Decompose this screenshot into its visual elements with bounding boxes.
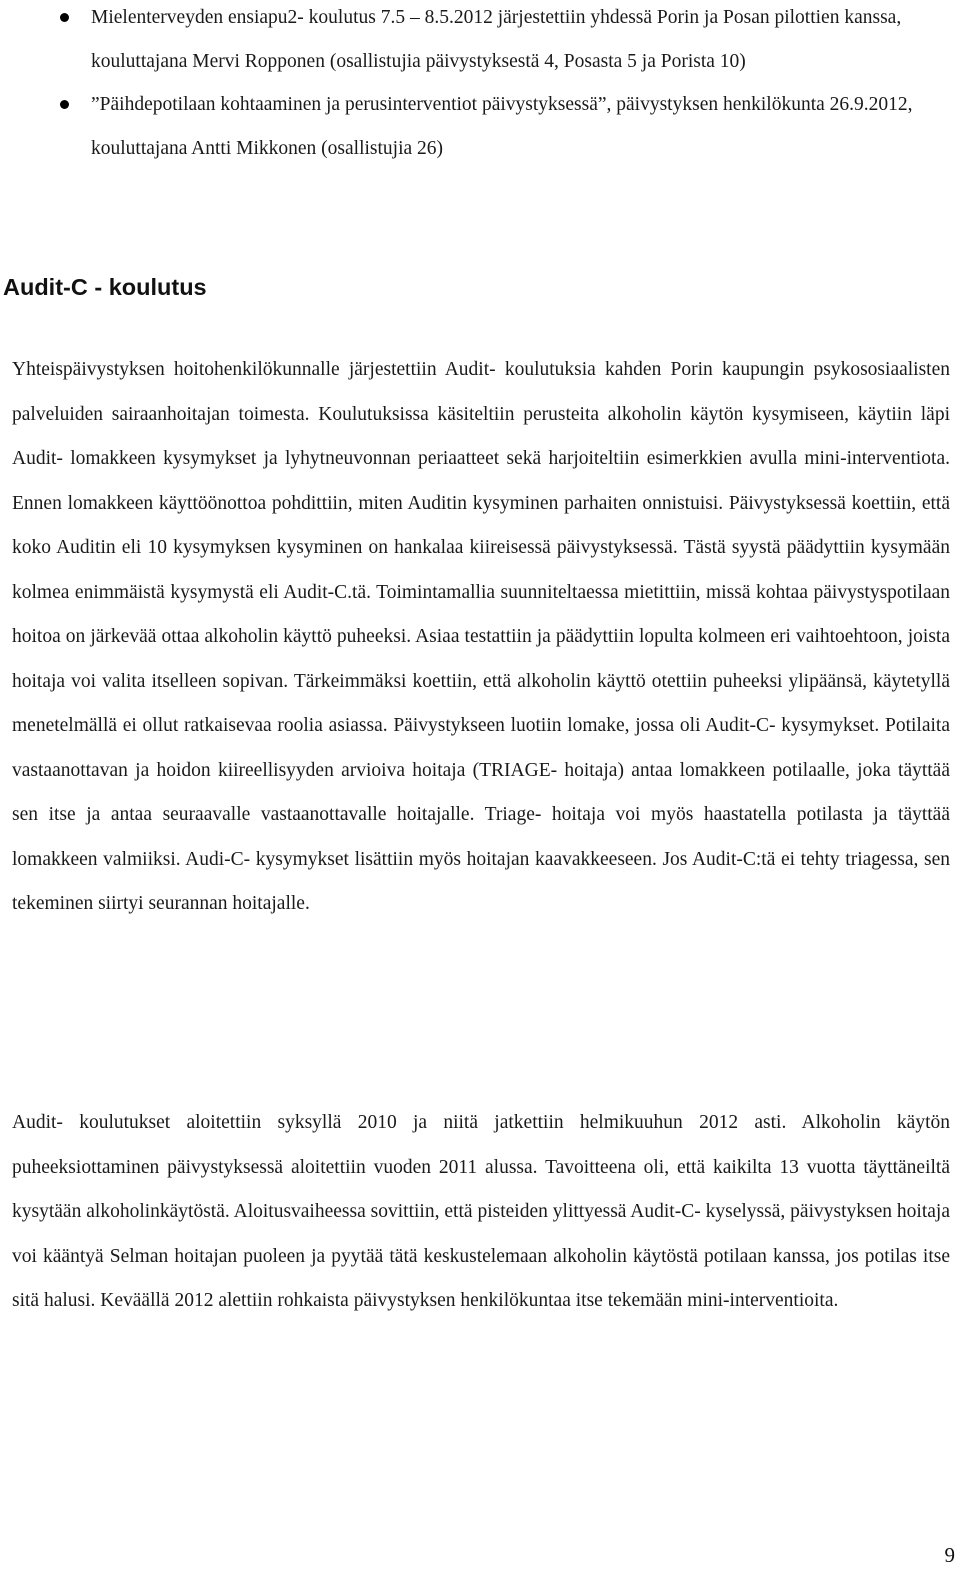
bullet-item-mental-health-first-aid <box>0 0 940 83</box>
page-number: 9 <box>944 1543 955 1567</box>
paragraph-audit-timeline: Audit- koulutukset aloitettiin syksyllä 2010 ja niitä jatkettiin helmikuuhun 2012 asti. Alkoholin käytön puheeksiottaminen päivystyksessä aloitettiin vuoden 2011 alussa. Tavoitteena oli, että kaikilta 13 vuotta täyttäneiltä kysytään alkoholinkäytöstä. Aloitusvaiheessa sovittiin, että pisteiden ylittyessä Audit-C- kyselyssä, päivystyksen hoitaja voi kääntyä Selman hoitajan puoleen ja pyytää tätä keskustelemaan alkoholin käytöstä potilaan kanssa, jos potilas itse sitä halusi. Keväällä 2012 alettiin rohkaista päivystyksen henkilökuntaa itse tekemään mini-interventioita. <box>12 1112 950 1311</box>
section-heading: Audit-C - koulutus <box>3 274 207 300</box>
paragraph-audit-training: Yhteispäivystyksen hoitohenkilökunnalle järjestettiin Audit- koulutuksia kahden Porin kaupungin psykososiaalisten palveluiden sairaanhoitajan toimesta. Koulutuksissa käsiteltiin perusteita alkoholin käytön kysymiseen, käytiin läpi Audit- lomakkeen kysymykset ja lyhytneuvonnan periaatteet sekä harjoiteltiin esimerkkien avulla mini-interventiota. Ennen lomakkeen käyttöönottoa pohdittiin, miten Auditin kysyminen parhaiten onnistuisi. Päivystyksessä koettiin, että koko Auditin eli 10 kysymyksen kysyminen on hankalaa kiireisessä päivystyksessä. Tästä syystä päädyttiin kysymään kolmea enimmäistä kysymystä eli Audit-C.tä. Toimintamallia suunniteltaessa mietittiin, missä kohtaa päivystyspotilaan hoitoa on järkevää ottaa alkoholin käyttö puheeksi. Asiaa testattiin ja päädyttiin lopulta kolmeen eri vaihtoehtoon, joista hoitaja voi valita itselleen sopivan. Tärkeimmäksi koettiin, että alkoholin käyttö otettiin puheeksi ylipäänsä, käytetyllä menetelmällä ei ollut ratkaisevaa roolia asiassa. Päivystykseen luotiin lomake, jossa oli Audit-C- kysymykset. Potilaita vastaanottavan ja hoidon kiireellisyyden arvioiva hoitaja (TRIAGE- hoitaja) antaa lomakkeen potilaalle, joka täyttää sen itse ja antaa seuraavalle vastaanottavalle hoitajalle. Triage- hoitaja voi myös haastatella potilasta ja täyttää lomakkeen valmiiksi. Audi-C- kysymykset lisättiin myös hoitajan kaavakkeeseen. Jos Audit-C:tä ei tehty triagessa, sen tekeminen siirtyi seurannan hoitajalle. <box>12 359 950 914</box>
bullet-text: ”Päihdepotilaan kohtaaminen ja perusinterventiot päivystyksessä”, päivystyksen henkilökunta 26.9.2012, kouluttajana Antti Mikkonen (osallistujia 26) <box>91 94 913 159</box>
bullet-icon <box>60 13 69 22</box>
bullet-item-substance-patient-training <box>0 83 940 170</box>
bullet-list <box>0 0 940 170</box>
bullet-icon <box>60 100 69 109</box>
bullet-text: Mielenterveyden ensiapu2- koulutus 7.5 – 8.5.2012 järjestettiin yhdessä Porin ja Posan pilottien kanssa, kouluttajana Mervi Ropponen (osallistujia päivystyksestä 4, Posasta 5 ja Porista 10) <box>91 7 902 72</box>
